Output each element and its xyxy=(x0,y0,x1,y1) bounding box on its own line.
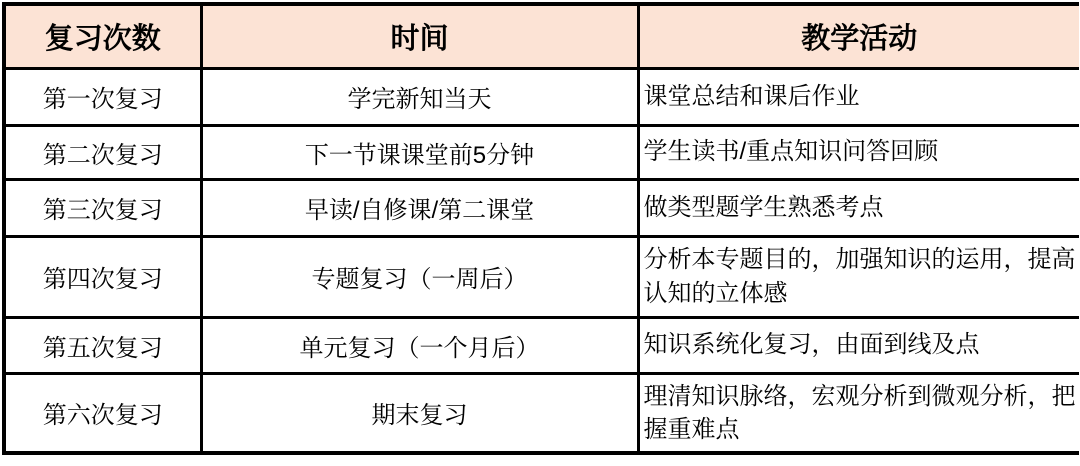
cell-review: 第一次复习 xyxy=(4,68,201,125)
header-cell-activity: 教学活动 xyxy=(638,4,1079,68)
cell-activity: 做类型题学生熟悉考点 xyxy=(638,179,1079,236)
cell-review: 第三次复习 xyxy=(4,179,201,236)
header-cell-review: 复习次数 xyxy=(4,4,201,68)
cell-time: 专题复习（一周后） xyxy=(201,236,638,317)
cell-time: 早读/自修课/第二课堂 xyxy=(201,179,638,236)
table-body xyxy=(4,68,1079,453)
review-schedule-table xyxy=(2,2,1079,455)
cell-time: 下一节课课堂前5分钟 xyxy=(201,125,638,179)
header-cell-time: 时间 xyxy=(201,4,638,68)
cell-review: 第六次复习 xyxy=(4,373,201,453)
cell-activity: 分析本专题目的，加强知识的运用，提高认知的立体感 xyxy=(638,236,1079,317)
cell-activity: 知识系统化复习，由面到线及点 xyxy=(638,317,1079,373)
header-row xyxy=(4,4,1079,68)
cell-time: 单元复习（一个月后） xyxy=(201,317,638,373)
table-row xyxy=(4,373,1079,453)
table-row xyxy=(4,236,1079,317)
cell-activity: 课堂总结和课后作业 xyxy=(638,68,1079,125)
cell-review: 第五次复习 xyxy=(4,317,201,373)
cell-time: 学完新知当天 xyxy=(201,68,638,125)
cell-activity: 学生读书/重点知识问答回顾 xyxy=(638,125,1079,179)
table-row xyxy=(4,179,1079,236)
cell-review: 第四次复习 xyxy=(4,236,201,317)
cell-activity: 理清知识脉络，宏观分析到微观分析，把握重难点 xyxy=(638,373,1079,453)
table-row xyxy=(4,68,1079,125)
cell-review: 第二次复习 xyxy=(4,125,201,179)
table-row xyxy=(4,317,1079,373)
cell-time: 期末复习 xyxy=(201,373,638,453)
table-row xyxy=(4,125,1079,179)
